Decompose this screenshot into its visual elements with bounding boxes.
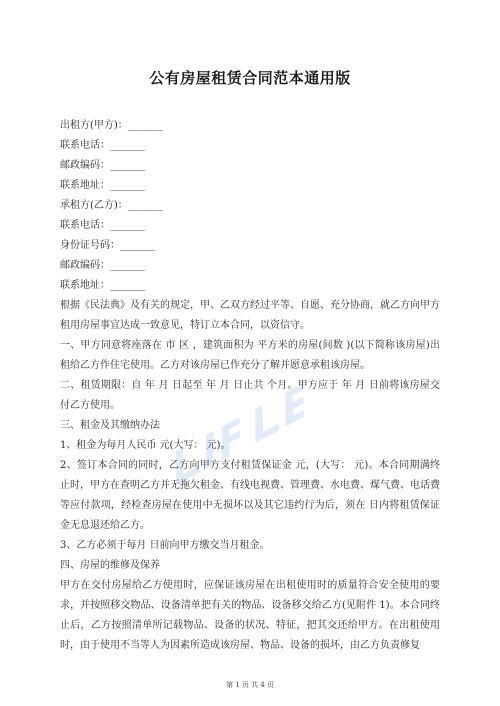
paragraph-rent-3: 3、乙方必须于每月 日前向甲方缴交当月租金。 (60, 540, 270, 551)
paragraph-rent-1: 1、租金为每月人民币 元(大写： 元)。 (60, 440, 231, 451)
paragraph-maintenance: 甲方在交付房屋给乙方使用时，应保证该房屋在出租使用时的质量符合安全使用的要求，并按照移交物品、设备清单把有关的物品、设备移交给乙方(见附件 1)。本合同终止后，乙方按照清单所记载物品、设备的状况、特征，把其交还给甲方。在出租使用时，由于使用不当等人为因素所造成该房屋、物品、设备的损坏，由乙方负责修复 (60, 580, 440, 651)
field-lessee-id: 身份证号码：_______ (60, 240, 155, 251)
field-lessee-phone: 联系电话：_______ (60, 220, 145, 231)
field-lessee-address: 联系地址：_______ (60, 280, 145, 291)
section-heading-rent: 三、租金及其缴纳办法 (60, 420, 160, 431)
document-body (60, 116, 440, 656)
paragraph-preamble: 根据《民法典》及有关的规定，甲、乙双方经过平等、自愿、充分协商，就乙方向甲方租用房屋事宜达成一致意见，特订立本合同，以资信守。 (60, 300, 440, 331)
paragraph-clause-1: 一、甲方同意将座落在 市 区 ，建筑面积为 平方米的房屋(间数 )(以下简称该房屋)出租给乙方作住宅使用。乙方对该房屋已作充分了解并愿意承租该房屋。 (60, 340, 440, 371)
field-lessor-address: 联系地址：_______ (60, 180, 145, 191)
section-heading-maintenance: 四、房屋的维修及保养 (60, 560, 160, 571)
field-lessor: 出租方(甲方)：_______ (60, 120, 163, 131)
field-lessee: 承租方(乙方)：_______ (60, 200, 163, 211)
page-footer: 第 1 页 共 4 页 (225, 681, 275, 689)
field-lessor-phone: 联系电话：_______ (60, 140, 145, 151)
field-lessor-postcode: 邮政编码：_______ (60, 160, 145, 171)
document-title: 公有房屋租赁合同范本通用版 (149, 69, 351, 87)
paragraph-rent-2: 2、签订本合同的同时，乙方向甲方支付租赁保证金 元，(大写： 元)。本合同期满终止时，甲方在查明乙方并无拖欠租金、有线电视费、管理费、水电费、煤气费、电话费等应付款项，经检查房屋在使用中无损坏以及其它违约行为后，须在 日内将租赁保证金无息退还给乙方。 (60, 460, 440, 531)
paragraph-clause-2: 二、租赁期限：自 年 月 日起至 年 月 日止共 个月。甲方应于 年 月 日前将该房屋交付乙方使用。 (60, 380, 440, 411)
field-lessee-postcode: 邮政编码：_______ (60, 260, 145, 271)
